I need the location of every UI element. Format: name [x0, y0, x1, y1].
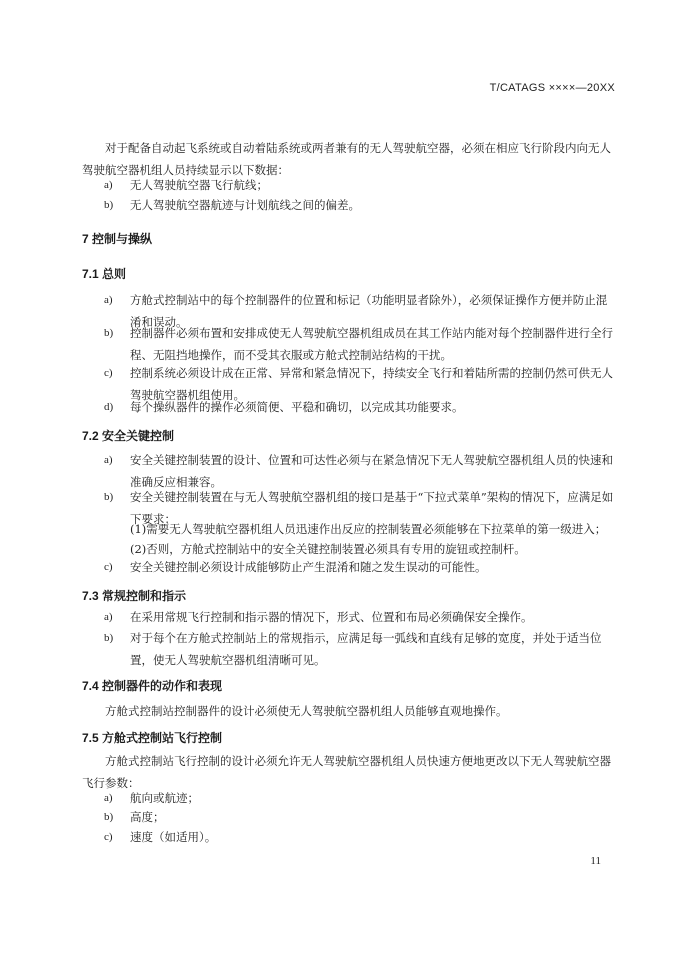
subsection-heading: 7.4 控制器件的动作和表现 — [82, 679, 223, 693]
subsection-heading: 7.3 常规控制和指示 — [82, 589, 187, 603]
body-paragraph: 方舱式控制站飞行控制的设计必须允许无人驾驶航空器机组人员快速方便地更改以下无人驾驶航空器飞行参数： — [82, 754, 611, 790]
list-item-text: 高度； — [130, 810, 165, 824]
list-item — [104, 826, 616, 848]
subsection-heading: 7.2 安全关键控制 — [82, 429, 175, 443]
sub-item: (1)需要无人驾驶航空器机组人员迅速作出反应的控制装置必须能够在下拉菜单的第一级进入； — [130, 522, 607, 536]
list-item-text: 无人驾驶航空器飞行航线； — [130, 178, 268, 192]
list-item-text: 每个操纵器件的操作必须简便、平稳和确切，以完成其功能要求。 — [130, 400, 464, 414]
list-item-text: 方舱式控制站中的每个控制器件的位置和标记（功能明显者除外），必须保证操作方便并防止混淆和误动。 — [130, 293, 608, 329]
list-item — [104, 174, 616, 196]
list-marker: b) — [104, 811, 114, 823]
list-marker: c) — [104, 831, 113, 843]
list-marker: c) — [104, 561, 113, 573]
list-item-text: 控制器件必须布置和安排成使无人驾驶航空器机组成员在其工作站内能对每个控制器件进行全行程、无阻挡地操作，而不受其衣服或方舱式控制站结构的干扰。 — [130, 326, 613, 362]
list-marker: d) — [104, 401, 114, 413]
list-marker: a) — [104, 294, 113, 306]
body-paragraph: 方舱式控制站控制器件的设计必须使无人驾驶航空器机组人员能够直观地操作。 — [105, 704, 508, 718]
list-marker: a) — [104, 179, 113, 191]
section-heading: 7 控制与操纵 — [82, 232, 153, 246]
sub-item: (2)否则，方舱式控制站中的安全关键控制装置必须具有专用的旋钮或控制杆。 — [130, 542, 526, 556]
list-marker: b) — [104, 491, 114, 503]
list-item-text: 安全关键控制装置的设计、位置和可达性必须与在紧急情况下无人驾驶航空器机组人员的快速和准确反应相兼容。 — [130, 453, 613, 489]
subsection-heading: 7.5 方舱式控制站飞行控制 — [82, 731, 223, 745]
list-item — [104, 322, 616, 366]
list-marker: b) — [104, 199, 114, 211]
list-item-text: 安全关键控制装置在与无人驾驶航空器机组的接口是基于“下拉式菜单”架构的情况下，应满足如下要求： — [130, 490, 614, 526]
list-marker: a) — [104, 611, 113, 623]
list-item — [104, 556, 616, 578]
page-number: 11 — [590, 855, 601, 867]
list-item — [104, 606, 616, 628]
list-marker: a) — [104, 792, 113, 804]
document-code: T/CATAGS ××××—20XX — [489, 82, 615, 94]
list-item — [104, 194, 616, 216]
list-item-text: 速度（如适用）。 — [130, 830, 217, 844]
list-item-text: 控制系统必须设计成在正常、异常和紧急情况下，持续安全飞行和着陆所需的控制仍然可供无人驾驶航空器机组使用。 — [130, 366, 613, 402]
list-item-text: 航向或航迹； — [130, 791, 199, 805]
intro-paragraph: 对于配备自动起飞系统或自动着陆系统或两者兼有的无人驾驶航空器，必须在相应飞行阶段内向无人驾驶航空器机组人员持续显示以下数据： — [82, 141, 611, 177]
list-marker: b) — [104, 632, 114, 644]
list-item — [104, 627, 616, 671]
list-item — [104, 396, 616, 418]
list-item-text: 对于每个在方舱式控制站上的常规指示，应满足每一弧线和直线有足够的宽度，并处于适当位置，使无人驾驶航空器机组清晰可见。 — [130, 631, 602, 667]
list-item-text: 在采用常规飞行控制和指示器的情况下，形式、位置和布局必须确保安全操作。 — [130, 610, 533, 624]
list-marker: a) — [104, 454, 113, 466]
list-item-text: 无人驾驶航空器航迹与计划航线之间的偏差。 — [130, 198, 360, 212]
subsection-heading: 7.1 总则 — [82, 267, 127, 281]
list-marker: b) — [104, 327, 114, 339]
list-marker: c) — [104, 367, 113, 379]
list-item — [104, 806, 616, 828]
list-item-text: 安全关键控制必须设计成能够防止产生混淆和随之发生误动的可能性。 — [130, 560, 487, 574]
